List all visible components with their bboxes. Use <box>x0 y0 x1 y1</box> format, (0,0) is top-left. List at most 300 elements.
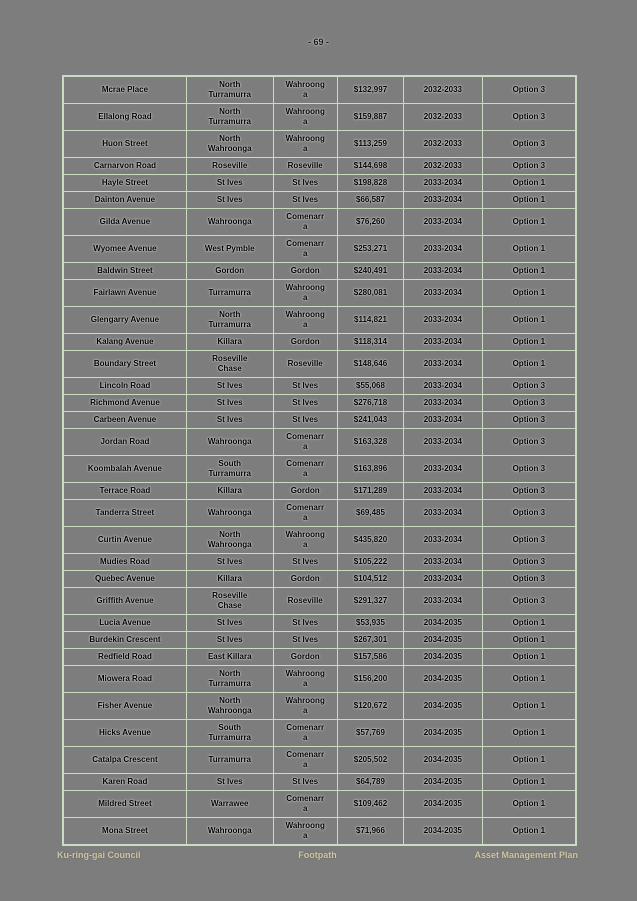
street-cell: Burdekin Crescent <box>63 632 186 649</box>
table-row <box>63 175 576 192</box>
suburb-cell <box>186 588 273 615</box>
ward-cell <box>273 412 337 429</box>
ward-text: Comenarra <box>286 239 325 258</box>
suburb-cell <box>186 307 273 334</box>
suburb-cell <box>186 554 273 571</box>
option-cell: Option 1 <box>482 334 576 351</box>
suburb-text: St Ives <box>216 777 243 786</box>
table-row <box>63 720 576 747</box>
option-cell: Option 3 <box>482 571 576 588</box>
suburb-text: Wahroonga <box>207 437 252 446</box>
year-cell: 2033-2034 <box>404 483 483 500</box>
suburb-cell <box>186 236 273 263</box>
ward-cell <box>273 307 337 334</box>
year-cell: 2034-2035 <box>404 632 483 649</box>
cost-cell: $69,485 <box>337 500 403 527</box>
ward-text: St Ives <box>292 398 319 407</box>
suburb-text: St Ives <box>216 635 243 644</box>
suburb-text: South Turramurra <box>208 459 251 478</box>
suburb-cell <box>186 131 273 158</box>
suburb-text: Roseville Chase <box>212 354 248 373</box>
ward-text: Wahroonga <box>285 530 325 549</box>
option-cell: Option 1 <box>482 693 576 720</box>
table-row <box>63 280 576 307</box>
year-cell: 2033-2034 <box>404 334 483 351</box>
street-cell: Huon Street <box>63 131 186 158</box>
ward-cell <box>273 236 337 263</box>
suburb-cell <box>186 395 273 412</box>
table-row <box>63 429 576 456</box>
year-cell: 2033-2034 <box>404 175 483 192</box>
ward-text: Gordon <box>290 337 320 346</box>
table-row <box>63 632 576 649</box>
street-cell: Mildred Street <box>63 791 186 818</box>
table-row <box>63 747 576 774</box>
suburb-cell <box>186 483 273 500</box>
ward-text: Gordon <box>290 574 320 583</box>
year-cell: 2034-2035 <box>404 666 483 693</box>
table-row <box>63 483 576 500</box>
cost-cell: $66,587 <box>337 192 403 209</box>
table-row <box>63 263 576 280</box>
option-cell: Option 1 <box>482 632 576 649</box>
year-cell: 2034-2035 <box>404 818 483 846</box>
street-cell: Gilda Avenue <box>63 209 186 236</box>
option-cell: Option 1 <box>482 747 576 774</box>
ward-cell <box>273 76 337 104</box>
table-row <box>63 666 576 693</box>
suburb-text: North Wahroonga <box>207 696 252 715</box>
suburb-text: Killara <box>217 486 242 495</box>
suburb-cell <box>186 412 273 429</box>
ward-cell <box>273 395 337 412</box>
cost-cell: $241,043 <box>337 412 403 429</box>
ward-cell <box>273 456 337 483</box>
ward-text: Wahroonga <box>285 696 325 715</box>
year-cell: 2034-2035 <box>404 649 483 666</box>
street-cell: Mcrae Place <box>63 76 186 104</box>
ward-text: Wahroonga <box>285 310 325 329</box>
suburb-text: North Turramurra <box>208 107 251 126</box>
ward-text: St Ives <box>292 618 319 627</box>
table-row <box>63 791 576 818</box>
ward-text: St Ives <box>292 557 319 566</box>
year-cell: 2033-2034 <box>404 236 483 263</box>
year-cell: 2033-2034 <box>404 527 483 554</box>
street-cell: Boundary Street <box>63 351 186 378</box>
suburb-cell <box>186 175 273 192</box>
footer-plan-name: Asset Management Plan <box>474 850 578 860</box>
street-cell: Karen Road <box>63 774 186 791</box>
cost-cell: $113,259 <box>337 131 403 158</box>
suburb-text: North Turramurra <box>208 310 251 329</box>
ward-text: St Ives <box>292 635 319 644</box>
option-cell: Option 3 <box>482 378 576 395</box>
suburb-cell <box>186 456 273 483</box>
cost-cell: $205,502 <box>337 747 403 774</box>
suburb-text: Turramurra <box>208 288 251 297</box>
year-cell: 2033-2034 <box>404 588 483 615</box>
ward-text: Roseville <box>287 161 323 170</box>
suburb-text: Gordon <box>215 266 245 275</box>
ward-text: Comenarra <box>286 432 325 451</box>
option-cell: Option 1 <box>482 280 576 307</box>
option-cell: Option 3 <box>482 500 576 527</box>
table-row <box>63 649 576 666</box>
year-cell: 2033-2034 <box>404 456 483 483</box>
street-cell: Dainton Avenue <box>63 192 186 209</box>
street-cell: Curtin Avenue <box>63 527 186 554</box>
cost-cell: $53,935 <box>337 615 403 632</box>
option-cell: Option 1 <box>482 615 576 632</box>
cost-cell: $276,718 <box>337 395 403 412</box>
footer-council-name: Ku-ring-gai Council <box>57 850 141 860</box>
ward-text: Comenarra <box>286 723 325 742</box>
street-cell: Hayle Street <box>63 175 186 192</box>
year-cell: 2033-2034 <box>404 571 483 588</box>
table-row <box>63 378 576 395</box>
cost-cell: $109,462 <box>337 791 403 818</box>
table-row <box>63 527 576 554</box>
street-cell: Mudies Road <box>63 554 186 571</box>
suburb-cell <box>186 351 273 378</box>
option-cell: Option 1 <box>482 774 576 791</box>
street-cell: Jordan Road <box>63 429 186 456</box>
year-cell: 2033-2034 <box>404 378 483 395</box>
suburb-cell <box>186 791 273 818</box>
suburb-text: North Turramurra <box>208 80 251 99</box>
option-cell: Option 3 <box>482 483 576 500</box>
suburb-text: St Ives <box>216 415 243 424</box>
year-cell: 2033-2034 <box>404 429 483 456</box>
cost-cell: $55,068 <box>337 378 403 395</box>
option-cell: Option 3 <box>482 412 576 429</box>
cost-cell: $280,081 <box>337 280 403 307</box>
ward-cell <box>273 615 337 632</box>
suburb-text: Wahroonga <box>207 217 252 226</box>
option-cell: Option 1 <box>482 175 576 192</box>
ward-text: Comenarra <box>286 750 325 769</box>
ward-text: Wahroonga <box>285 134 325 153</box>
street-cell: Richmond Avenue <box>63 395 186 412</box>
cost-cell: $291,327 <box>337 588 403 615</box>
table-row <box>63 412 576 429</box>
suburb-cell <box>186 666 273 693</box>
suburb-text: St Ives <box>216 178 243 187</box>
cost-cell: $148,646 <box>337 351 403 378</box>
suburb-cell <box>186 571 273 588</box>
year-cell: 2034-2035 <box>404 747 483 774</box>
ward-cell <box>273 554 337 571</box>
street-cell: Griffith Avenue <box>63 588 186 615</box>
ward-cell <box>273 192 337 209</box>
suburb-cell <box>186 693 273 720</box>
ward-cell <box>273 351 337 378</box>
street-cell: Lincoln Road <box>63 378 186 395</box>
year-cell: 2034-2035 <box>404 791 483 818</box>
year-cell: 2033-2034 <box>404 192 483 209</box>
suburb-text: North Turramurra <box>208 669 251 688</box>
cost-cell: $105,222 <box>337 554 403 571</box>
year-cell: 2033-2034 <box>404 209 483 236</box>
option-cell: Option 1 <box>482 236 576 263</box>
ward-cell <box>273 483 337 500</box>
ward-text: Roseville <box>287 596 323 605</box>
suburb-cell <box>186 500 273 527</box>
year-cell: 2033-2034 <box>404 280 483 307</box>
ward-text: St Ives <box>292 195 319 204</box>
table-row <box>63 351 576 378</box>
table-row <box>63 693 576 720</box>
ward-text: St Ives <box>292 381 319 390</box>
option-cell: Option 3 <box>482 395 576 412</box>
cost-cell: $267,301 <box>337 632 403 649</box>
ward-text: Wahroonga <box>285 669 325 688</box>
ward-cell <box>273 818 337 846</box>
option-cell: Option 3 <box>482 158 576 175</box>
suburb-cell <box>186 527 273 554</box>
cost-cell: $118,314 <box>337 334 403 351</box>
table-row <box>63 236 576 263</box>
suburb-text: North Wahroonga <box>207 134 252 153</box>
table-row <box>63 500 576 527</box>
table-row <box>63 307 576 334</box>
street-cell: Kalang Avenue <box>63 334 186 351</box>
table-row <box>63 104 576 131</box>
year-cell: 2033-2034 <box>404 307 483 334</box>
option-cell: Option 1 <box>482 307 576 334</box>
table-row <box>63 395 576 412</box>
footpath-works-table <box>62 75 577 846</box>
cost-cell: $120,672 <box>337 693 403 720</box>
suburb-text: St Ives <box>216 557 243 566</box>
street-cell: Glengarry Avenue <box>63 307 186 334</box>
suburb-cell <box>186 192 273 209</box>
ward-cell <box>273 632 337 649</box>
ward-text: Comenarra <box>286 212 325 231</box>
ward-cell <box>273 571 337 588</box>
suburb-cell <box>186 209 273 236</box>
suburb-text: St Ives <box>216 195 243 204</box>
suburb-text: Warrawee <box>210 799 249 808</box>
ward-cell <box>273 693 337 720</box>
ward-text: Roseville <box>287 359 323 368</box>
option-cell: Option 3 <box>482 76 576 104</box>
suburb-cell <box>186 334 273 351</box>
ward-cell <box>273 588 337 615</box>
option-cell: Option 3 <box>482 554 576 571</box>
option-cell: Option 3 <box>482 588 576 615</box>
option-cell: Option 1 <box>482 209 576 236</box>
ward-text: St Ives <box>292 178 319 187</box>
ward-cell <box>273 429 337 456</box>
year-cell: 2032-2033 <box>404 131 483 158</box>
year-cell: 2033-2034 <box>404 554 483 571</box>
suburb-cell <box>186 263 273 280</box>
ward-text: Comenarra <box>286 503 325 522</box>
cost-cell: $240,491 <box>337 263 403 280</box>
street-cell: Mona Street <box>63 818 186 846</box>
street-cell: Hicks Avenue <box>63 720 186 747</box>
suburb-text: St Ives <box>216 398 243 407</box>
cost-cell: $171,289 <box>337 483 403 500</box>
suburb-text: Roseville <box>212 161 248 170</box>
ward-cell <box>273 774 337 791</box>
ward-text: Comenarra <box>286 794 325 813</box>
ward-cell <box>273 104 337 131</box>
suburb-text: Killara <box>217 574 242 583</box>
option-cell: Option 3 <box>482 429 576 456</box>
ward-text: Wahroonga <box>285 283 325 302</box>
option-cell: Option 3 <box>482 456 576 483</box>
cost-cell: $163,896 <box>337 456 403 483</box>
cost-cell: $114,821 <box>337 307 403 334</box>
ward-cell <box>273 666 337 693</box>
year-cell: 2034-2035 <box>404 693 483 720</box>
year-cell: 2032-2033 <box>404 76 483 104</box>
suburb-text: North Wahroonga <box>207 530 252 549</box>
street-cell: Terrace Road <box>63 483 186 500</box>
table-row <box>63 571 576 588</box>
ward-cell <box>273 378 337 395</box>
suburb-cell <box>186 649 273 666</box>
table-row <box>63 192 576 209</box>
suburb-cell <box>186 774 273 791</box>
ward-cell <box>273 263 337 280</box>
table-row <box>63 76 576 104</box>
suburb-cell <box>186 720 273 747</box>
cost-cell: $144,698 <box>337 158 403 175</box>
option-cell: Option 1 <box>482 263 576 280</box>
suburb-text: St Ives <box>216 618 243 627</box>
ward-text: Wahroonga <box>285 821 325 840</box>
ward-text: Gordon <box>290 486 320 495</box>
cost-cell: $57,769 <box>337 720 403 747</box>
option-cell: Option 1 <box>482 720 576 747</box>
table-row <box>63 334 576 351</box>
suburb-text: South Turramurra <box>208 723 251 742</box>
street-cell: Catalpa Crescent <box>63 747 186 774</box>
suburb-cell <box>186 615 273 632</box>
suburb-cell <box>186 76 273 104</box>
ward-text: Wahroonga <box>285 80 325 99</box>
option-cell: Option 1 <box>482 666 576 693</box>
cost-cell: $253,271 <box>337 236 403 263</box>
street-cell: Carnarvon Road <box>63 158 186 175</box>
year-cell: 2033-2034 <box>404 412 483 429</box>
suburb-text: St Ives <box>216 381 243 390</box>
year-cell: 2034-2035 <box>404 720 483 747</box>
street-cell: Redfield Road <box>63 649 186 666</box>
cost-cell: $163,328 <box>337 429 403 456</box>
ward-cell <box>273 209 337 236</box>
table-row <box>63 588 576 615</box>
suburb-cell <box>186 818 273 846</box>
suburb-text: East Killara <box>207 652 252 661</box>
street-cell: Koombalah Avenue <box>63 456 186 483</box>
page-footer <box>57 850 578 864</box>
year-cell: 2033-2034 <box>404 395 483 412</box>
table-row <box>63 209 576 236</box>
street-cell: Quebec Avenue <box>63 571 186 588</box>
ward-text: St Ives <box>292 415 319 424</box>
option-cell: Option 1 <box>482 649 576 666</box>
table-row <box>63 456 576 483</box>
ward-text: Wahroonga <box>285 107 325 126</box>
option-cell: Option 1 <box>482 192 576 209</box>
option-cell: Option 1 <box>482 791 576 818</box>
option-cell: Option 1 <box>482 818 576 846</box>
ward-text: Comenarra <box>286 459 325 478</box>
ward-cell <box>273 527 337 554</box>
street-cell: Wyomee Avenue <box>63 236 186 263</box>
street-cell: Lucia Avenue <box>63 615 186 632</box>
table-row <box>63 615 576 632</box>
year-cell: 2032-2033 <box>404 158 483 175</box>
year-cell: 2033-2034 <box>404 351 483 378</box>
street-cell: Miowera Road <box>63 666 186 693</box>
ward-text: St Ives <box>292 777 319 786</box>
street-cell: Tanderra Street <box>63 500 186 527</box>
ward-cell <box>273 158 337 175</box>
cost-cell: $435,820 <box>337 527 403 554</box>
street-cell: Fairlawn Avenue <box>63 280 186 307</box>
street-cell: Baldwin Street <box>63 263 186 280</box>
suburb-cell <box>186 429 273 456</box>
ward-cell <box>273 334 337 351</box>
table-row <box>63 554 576 571</box>
option-cell: Option 1 <box>482 351 576 378</box>
table-row <box>63 158 576 175</box>
year-cell: 2034-2035 <box>404 774 483 791</box>
cost-cell: $104,512 <box>337 571 403 588</box>
suburb-text: Wahroonga <box>207 508 252 517</box>
year-cell: 2033-2034 <box>404 500 483 527</box>
suburb-cell <box>186 280 273 307</box>
ward-cell <box>273 747 337 774</box>
suburb-cell <box>186 747 273 774</box>
cost-cell: $64,789 <box>337 774 403 791</box>
suburb-text: Roseville Chase <box>212 591 248 610</box>
suburb-text: Wahroonga <box>207 826 252 835</box>
cost-cell: $76,260 <box>337 209 403 236</box>
year-cell: 2033-2034 <box>404 263 483 280</box>
option-cell: Option 3 <box>482 104 576 131</box>
street-cell: Carbeen Avenue <box>63 412 186 429</box>
ward-text: Gordon <box>290 652 320 661</box>
cost-cell: $159,887 <box>337 104 403 131</box>
ward-cell <box>273 175 337 192</box>
suburb-text: Killara <box>217 337 242 346</box>
table-row <box>63 774 576 791</box>
street-cell: Fisher Avenue <box>63 693 186 720</box>
cost-cell: $157,586 <box>337 649 403 666</box>
ward-cell <box>273 500 337 527</box>
suburb-cell <box>186 632 273 649</box>
table-row <box>63 818 576 846</box>
year-cell: 2032-2033 <box>404 104 483 131</box>
cost-cell: $198,828 <box>337 175 403 192</box>
table-body <box>63 76 576 845</box>
option-cell: Option 3 <box>482 131 576 158</box>
cost-cell: $156,200 <box>337 666 403 693</box>
footer-document-title: Footpath <box>298 850 337 860</box>
table-row <box>63 131 576 158</box>
ward-cell <box>273 720 337 747</box>
ward-cell <box>273 649 337 666</box>
cost-cell: $132,997 <box>337 76 403 104</box>
street-cell: Ellalong Road <box>63 104 186 131</box>
